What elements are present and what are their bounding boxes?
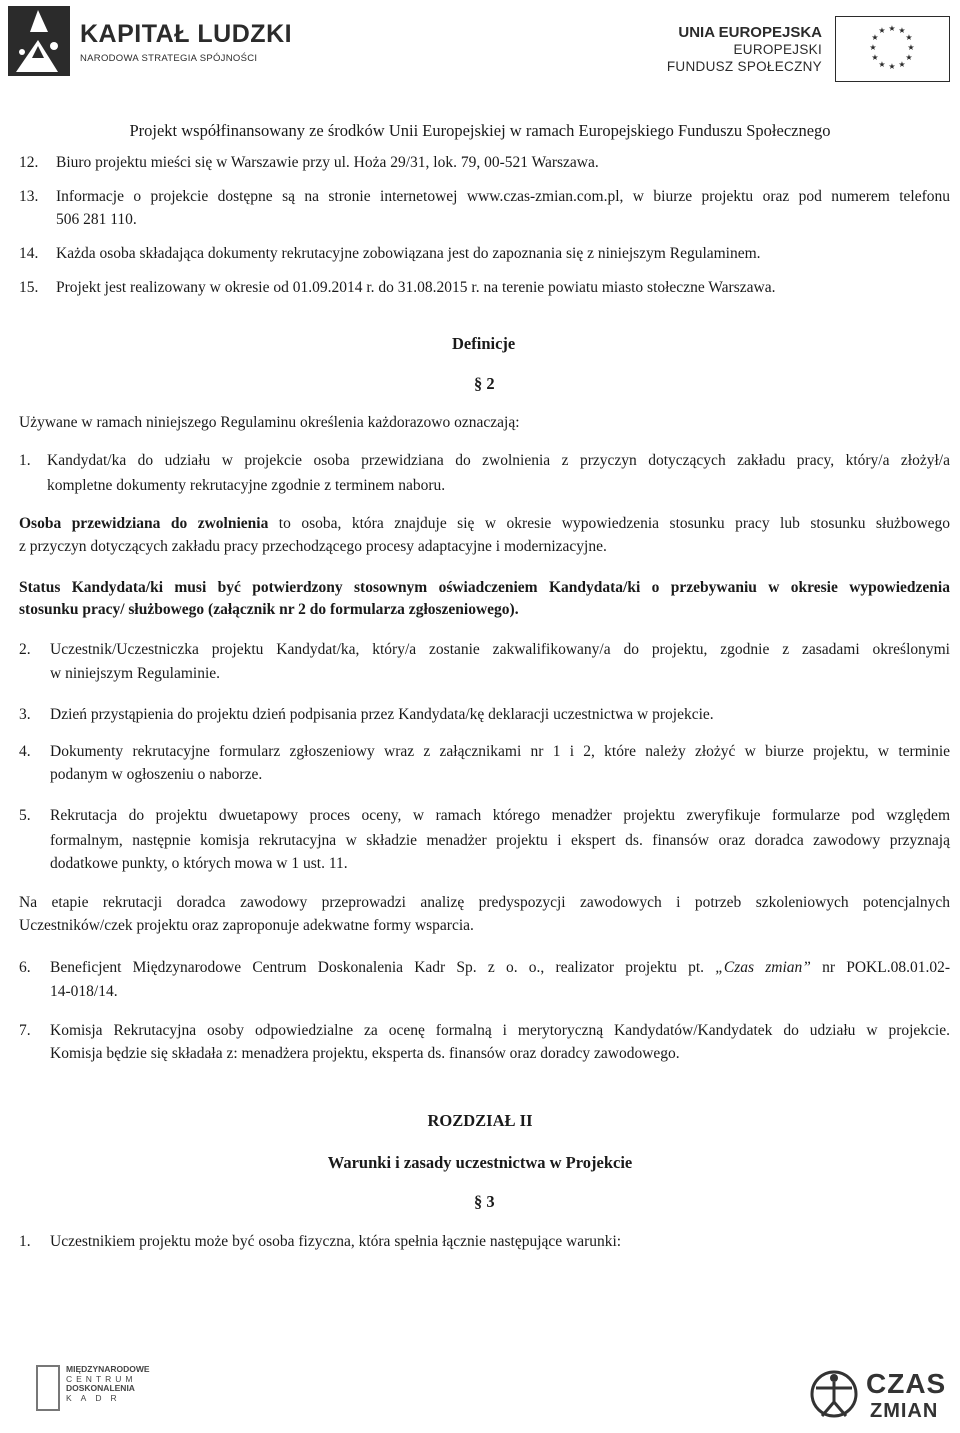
svg-text:★: ★ [907, 43, 915, 52]
item-text: Dokumenty rekrutacyjne formularz zgłoszeniowy wraz z załącznikami nr 1 i 2, które należy złożyć w biurze projektu, w terminie [50, 743, 950, 760]
vitruvian-figure-icon [810, 1366, 862, 1422]
svg-text:★: ★ [888, 62, 896, 71]
item-continuation: w niniejszym Regulaminie. [50, 665, 221, 682]
item-text: Kandydat/ka do udziału w projekcie osoba przewidziana do zwolnienia z przyczyn dotyczących zakładu pracy, który/a złożył/a [47, 452, 950, 469]
section-mark-2 [474, 374, 495, 394]
czas-zmian-subtitle: ZMIAN [870, 1400, 939, 1422]
definition-item-7 [19, 1019, 950, 1042]
item-continuation: formalnym, następnie komisja rekrutacyjna w składzie menadżer projektu i ekspert ds. finansów oraz doradca zawodowy przyznają [50, 832, 950, 849]
item-number: 6. [19, 959, 31, 976]
item-number: 4. [19, 743, 31, 760]
item-number: 2. [19, 641, 31, 658]
project-name: „Czas zmian” [715, 959, 811, 976]
eu-logo-line3: FUNDUSZ SPOŁECZNY [666, 59, 822, 74]
svg-text:★: ★ [869, 43, 877, 52]
term-bold: Osoba przewidziana do zwolnienia [19, 515, 269, 532]
definition-item-1 [19, 449, 950, 472]
item-number: 12. [19, 154, 39, 171]
status-note-line1: Status Kandydata/ki musi być potwierdzony stosownym oświadczeniem Kandydata/ki o przebywaniu w okresie wypowiedzenia [19, 579, 950, 596]
item-number: 15. [19, 279, 39, 296]
definitions-intro: Używane w ramach niniejszego Regulaminu określenia każdorazowo oznaczają: [19, 414, 520, 431]
section-number: 3 [486, 1192, 495, 1211]
chapter-subtitle: Warunki i zasady uczestnictwa w Projekcie [327, 1153, 633, 1172]
definition-item-6 [19, 956, 950, 979]
chapter2-item-1 [19, 1230, 950, 1253]
definition-osoba-cont: z przyczyn dotyczących zakładu pracy przechodzącego procesy adaptacyjne i modernizacyjne. [19, 538, 607, 555]
item-continuation: podanym w ogłoszeniu o naborze. [50, 766, 263, 783]
svg-text:★: ★ [871, 53, 879, 62]
mckd-line2: CENTRUM [66, 1373, 137, 1384]
item-continuation: 506 281 110. [56, 211, 137, 228]
item-text: Uczestnikiem projektu może być osoba fizyczna, która spełnia łącznie następujące warunki: [50, 1233, 622, 1250]
mckd-line3: DOSKONALENIA [66, 1383, 135, 1393]
item-text: nr POKL.08.01.02- [810, 959, 950, 976]
item-continuation: kompletne dokumenty rekrutacyjne zgodnie z terminem naboru. [47, 477, 446, 494]
item-number: 14. [19, 245, 39, 262]
status-note-line2: stosunku pracy/ służbowego (załącznik nr 2 do formularza zgłoszeniowego). [19, 601, 519, 618]
czas-zmian-title: CZAS [866, 1368, 947, 1399]
eu-logo-line1: UNIA EUROPEJSKA [678, 24, 822, 41]
item-number: 1. [19, 1233, 31, 1250]
item-text: Beneficjent Międzynarodowe Centrum Doskonalenia Kadr Sp. z o. o., realizator projektu pt. [50, 959, 716, 976]
list-item [19, 185, 950, 208]
definition-item-3 [19, 703, 950, 726]
section-mark-3 [474, 1192, 495, 1212]
item-text: Uczestnik/Uczestniczka projektu Kandydat/ka, który/a zostanie zakwalifikowany/a do projektu, zgodnie z zasadami określonymi [50, 641, 950, 658]
svg-text:★: ★ [871, 33, 879, 42]
etap-note-line2: Uczestników/czek projektu oraz zaproponuje adekwatne formy wsparcia. [19, 917, 474, 934]
item-continuation: 14-018/14. [50, 983, 118, 1000]
kapital-ludzki-title: KAPITAŁ LUDZKI [80, 20, 293, 48]
eu-logo-text [667, 24, 822, 75]
section-sign-icon: § [474, 1192, 483, 1211]
list-item [19, 276, 950, 299]
list-item [19, 242, 950, 265]
definition-item-4 [19, 740, 950, 763]
cofinancing-note: Projekt współfinansowany ze środków Unii Europejskiej w ramach Europejskiego Funduszu Społecznego [129, 121, 831, 140]
svg-text:★: ★ [898, 26, 906, 35]
definition-item-2 [19, 638, 950, 661]
item-number: 7. [19, 1022, 31, 1039]
definition-item-5 [19, 804, 950, 827]
kapital-ludzki-logo [8, 6, 293, 76]
item-text: Dzień przystąpienia do projektu dzień podpisania przez Kandydata/kę deklaracji uczestnictwa w projekcie. [50, 706, 714, 723]
item-text: Każda osoba składająca dokumenty rekrutacyjne zobowiązana jest do zapoznania się z niniejszym Regulaminem. [56, 245, 761, 262]
section-number: 2 [486, 374, 495, 393]
item-text: Projekt jest realizowany w okresie od 01.09.2014 r. do 31.08.2015 r. na terenie powiatu miasto stołeczne Warszawa. [56, 279, 776, 296]
item-number: 3. [19, 706, 31, 723]
item-continuation: dodatkowe punkty, o których mowa w 1 ust. 11. [50, 855, 348, 872]
eu-logo-line2: EUROPEJSKI [733, 42, 822, 57]
item-number: 1. [19, 452, 31, 469]
item-number: 5. [19, 807, 31, 824]
item-number: 13. [19, 188, 39, 205]
kapital-ludzki-subtitle: NARODOWA STRATEGIA SPÓJNOŚCI [80, 53, 258, 64]
svg-text:★: ★ [878, 60, 886, 69]
eu-logo [666, 16, 950, 86]
item-text: Komisja Rekrutacyjna osoby odpowiedzialne za ocenę formalną i merytoryczną Kandydatów/Kandydatek do udziału w projekcie. [50, 1022, 950, 1039]
svg-text:★: ★ [905, 33, 913, 42]
svg-text:★: ★ [878, 26, 886, 35]
etap-note-line1: Na etapie rekrutacji doradca zawodowy przeprowadzi analizę predyspozycji zawodowych i potrzeb szkoleniowych potencjalnych [19, 894, 950, 911]
definitions-heading: Definicje [452, 334, 516, 353]
mckd-emblem-icon [36, 1365, 60, 1411]
section-sign-icon: § [474, 374, 483, 393]
item-text: Rekrutacja do projektu dwuetapowy proces oceny, w ramach którego menadżer projektu zweryfikuje formularze pod względem [50, 807, 950, 824]
mckd-logo [36, 1359, 150, 1419]
item-text: Informacje o projekcie dostępne są na stronie internetowej www.czas-zmian.com.pl, w biurze projektu oraz pod numerem telefonu [56, 188, 950, 205]
mckd-line1: MIĘDZYNARODOWE [66, 1364, 150, 1374]
eu-flag-icon [835, 16, 950, 82]
svg-text:★: ★ [905, 53, 913, 62]
item-text: Biuro projektu mieści się w Warszawie przy ul. Hoża 29/31, lok. 79, 00-521 Warszawa. [56, 154, 599, 171]
mckd-line4: KADR [66, 1392, 126, 1403]
svg-text:★: ★ [888, 24, 896, 33]
chapter-title: ROZDZIAŁ II [427, 1111, 533, 1130]
item-continuation: Komisja będzie się składała z: menadżera projektu, eksperta ds. finansów oraz doradcy zawodowego. [50, 1045, 680, 1062]
mckd-logo-text [66, 1365, 150, 1403]
list-item [19, 151, 950, 174]
kapital-ludzki-emblem-icon [8, 6, 70, 76]
definition-osoba [19, 512, 950, 535]
svg-text:★: ★ [898, 60, 906, 69]
term-text: to osoba, która znajduje się w okresie wypowiedzenia stosunku pracy lub stosunku służbowego [268, 515, 950, 532]
czas-zmian-logo [810, 1364, 950, 1426]
